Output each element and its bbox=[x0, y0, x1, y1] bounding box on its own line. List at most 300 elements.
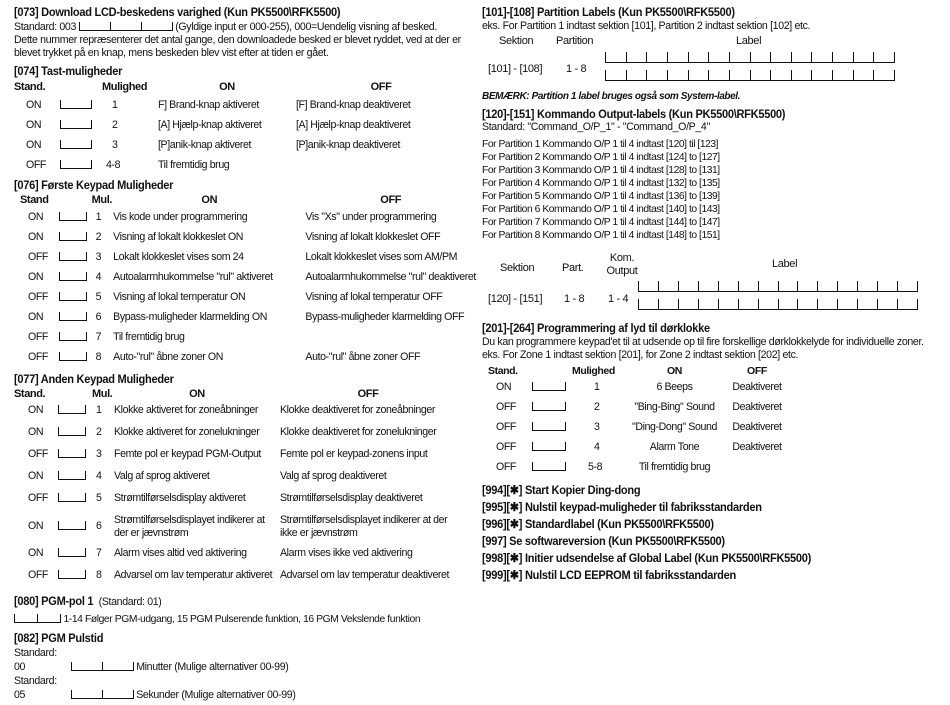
input-box[interactable] bbox=[58, 493, 86, 502]
command-996: [996][✱] Standardlabel (Kun PK5500\RFK5500) bbox=[482, 517, 714, 531]
table-row bbox=[14, 267, 476, 287]
command-997: [997] Se softwareversion (Kun PK5500\RFK5500) bbox=[482, 534, 725, 548]
input-box[interactable] bbox=[14, 614, 38, 623]
sektion-range: [101] - [108] bbox=[488, 63, 543, 75]
char-tick bbox=[853, 52, 854, 62]
option-number: 6 bbox=[96, 520, 102, 532]
header-off: OFF bbox=[370, 81, 392, 93]
on-text: Strømtilførselsdisplayet indikerer at der er jævnstrøm bbox=[114, 514, 265, 539]
list-item: For Partition 3 Kommando O/P 1 til 4 indtast [128] to [131] bbox=[482, 165, 720, 176]
on-text: Lokalt klokkeslet vises som 24 bbox=[113, 251, 244, 263]
section-080 bbox=[14, 592, 476, 626]
on-text: Advarsel om lav temperatur aktiveret bbox=[114, 569, 273, 581]
header-off: OFF bbox=[747, 365, 767, 377]
option-number: 3 bbox=[594, 421, 600, 433]
char-tick bbox=[791, 70, 792, 80]
char-tick bbox=[797, 281, 798, 291]
options-table bbox=[482, 364, 797, 478]
standard-value: (Standard: 01) bbox=[98, 596, 162, 608]
std-value: ON bbox=[28, 404, 44, 416]
char-tick bbox=[729, 52, 730, 62]
table-row bbox=[14, 401, 456, 423]
header-sektion: Sektion bbox=[499, 35, 534, 47]
char-tick bbox=[667, 70, 668, 80]
input-box[interactable] bbox=[532, 402, 566, 411]
section-076 bbox=[14, 177, 476, 367]
section-title: [073] Download LCD-beskedens varighed (Kun PK5500\RFK5500) bbox=[14, 5, 341, 19]
table-row bbox=[14, 489, 456, 511]
char-tick bbox=[688, 70, 689, 80]
off-text: Advarsel om lav temperatur deaktiveret bbox=[280, 569, 450, 581]
std-value: ON bbox=[26, 99, 42, 111]
char-tick bbox=[897, 281, 898, 291]
section-description: 1-14 Følger PGM-udgang, 15 PGM Pulserende funktion, 16 PGM Vekslende funktion bbox=[63, 614, 421, 625]
input-box[interactable] bbox=[103, 662, 134, 671]
table-row bbox=[14, 566, 456, 588]
char-tick bbox=[917, 299, 918, 309]
table-row bbox=[14, 135, 466, 155]
off-text: Visning af lokalt klokkeslet OFF bbox=[305, 231, 441, 243]
section-074 bbox=[14, 63, 476, 175]
table-row bbox=[14, 95, 466, 115]
char-tick bbox=[638, 299, 639, 309]
input-box[interactable] bbox=[59, 292, 87, 301]
list-item: For Partition 5 Kommando O/P 1 til 4 indtast [136] to [139] bbox=[482, 191, 720, 202]
char-tick bbox=[811, 52, 812, 62]
option-number: 8 bbox=[95, 351, 102, 363]
off-text: Deaktiveret bbox=[732, 381, 782, 393]
off-text: Valg af sprog deaktiveret bbox=[280, 470, 387, 482]
char-tick bbox=[678, 281, 679, 291]
table-row bbox=[482, 398, 797, 418]
options-table bbox=[14, 387, 456, 588]
std-value: OFF bbox=[28, 351, 48, 363]
note-text: BEMÆRK: Partition 1 label bruges også som System-label. bbox=[482, 91, 741, 102]
char-tick bbox=[791, 52, 792, 62]
std-value: OFF bbox=[28, 492, 48, 504]
char-tick bbox=[708, 52, 709, 62]
on-text: Vis kode under programmering bbox=[113, 211, 248, 223]
left-column bbox=[14, 0, 476, 702]
input-box[interactable] bbox=[111, 22, 142, 31]
on-text: Auto-"rul" åbne zoner ON bbox=[113, 351, 223, 363]
char-tick bbox=[738, 281, 739, 291]
range-text: (Gyldige input er 000-255), 000=Uendelig visning af besked. bbox=[175, 21, 437, 33]
table-row bbox=[14, 327, 476, 347]
section-title: [082] PGM Pulstid bbox=[14, 631, 104, 645]
std-value: ON bbox=[26, 119, 42, 131]
char-tick bbox=[873, 70, 874, 80]
option-number: 5 bbox=[96, 492, 102, 504]
off-text: Strømtilførselsdisplayet indikerer at der ikke er jævnstrøm bbox=[280, 514, 448, 539]
off-text: Deaktiveret bbox=[732, 421, 782, 433]
char-tick bbox=[658, 299, 659, 309]
on-text: Til fremtidig brug bbox=[158, 159, 230, 171]
table-row bbox=[14, 307, 476, 327]
option-number: 2 bbox=[112, 119, 118, 131]
on-text: Femte pol er keypad PGM-Output bbox=[114, 448, 261, 460]
char-tick bbox=[667, 52, 668, 62]
section-title: [080] PGM-pol 1 bbox=[14, 594, 94, 608]
off-text: Auto-"rul" åbne zoner OFF bbox=[305, 351, 421, 363]
char-tick bbox=[778, 299, 779, 309]
section-082 bbox=[14, 630, 476, 702]
label-input-row-2[interactable] bbox=[638, 296, 918, 310]
input-box[interactable] bbox=[142, 22, 173, 31]
table-row bbox=[14, 467, 456, 489]
section-201-264 bbox=[482, 320, 942, 478]
header-std: Stand. bbox=[14, 81, 46, 93]
right-column bbox=[482, 0, 942, 584]
option-number: 4 bbox=[594, 441, 600, 453]
char-tick bbox=[770, 70, 771, 80]
table-row bbox=[14, 207, 476, 227]
off-text: Autoalarmhukommelse "rul" deaktiveret bbox=[305, 271, 476, 283]
char-tick bbox=[708, 70, 709, 80]
std-value: OFF bbox=[496, 401, 516, 413]
header-part: Part. bbox=[562, 262, 584, 274]
on-text: Alarm vises altid ved aktivering bbox=[114, 547, 247, 559]
on-text: F] Brand-knap aktiveret bbox=[158, 99, 259, 111]
input-box[interactable] bbox=[60, 120, 92, 129]
off-text bbox=[305, 327, 476, 347]
char-tick bbox=[797, 299, 798, 309]
header-option: Mul. bbox=[91, 194, 113, 206]
char-tick bbox=[897, 299, 898, 309]
std-value: ON bbox=[28, 231, 44, 243]
input-box[interactable] bbox=[58, 405, 86, 414]
input-box[interactable] bbox=[60, 160, 92, 169]
header-off: OFF bbox=[380, 194, 402, 206]
header-partition: Partition bbox=[556, 35, 594, 47]
table-row bbox=[14, 115, 466, 135]
input-box[interactable] bbox=[103, 690, 134, 699]
on-text: [P]anik-knap aktiveret bbox=[158, 139, 252, 151]
on-text: Til fremtidig brug bbox=[638, 461, 711, 473]
list-item: For Partition 7 Kommando O/P 1 til 4 indtast [144] to [147] bbox=[482, 217, 720, 228]
section-description: Dette nummer repræsenterer det antal gange, den downloadede besked er blevet ryddet, ved at der er blevet trykket på en knap, mens beskeden blev vist efter at tiden er gået. bbox=[14, 34, 461, 59]
table-row bbox=[14, 445, 456, 467]
std-value: OFF bbox=[28, 569, 48, 581]
char-tick bbox=[718, 299, 719, 309]
output-range: 1 - 4 bbox=[608, 293, 629, 305]
header-option: Mulighed bbox=[572, 365, 615, 377]
std-value: ON bbox=[28, 470, 44, 482]
header-option: Mul. bbox=[92, 388, 113, 400]
input-box[interactable] bbox=[79, 22, 111, 31]
on-text: Autoalarmhukommelse "rul" aktiveret bbox=[113, 271, 273, 283]
table-row bbox=[14, 227, 476, 247]
header-label: Label bbox=[772, 258, 798, 270]
std-value: ON bbox=[496, 381, 512, 393]
char-tick bbox=[837, 299, 838, 309]
char-tick bbox=[832, 70, 833, 80]
options-table bbox=[14, 193, 476, 367]
std-value: OFF bbox=[28, 448, 48, 460]
minutes-text: Minutter (Mulige alternativer 00-99) bbox=[136, 661, 289, 673]
input-box[interactable] bbox=[532, 382, 566, 391]
std-value: ON bbox=[28, 271, 44, 283]
char-tick bbox=[811, 70, 812, 80]
input-box[interactable] bbox=[59, 212, 87, 221]
option-number: 2 bbox=[96, 426, 102, 438]
header-off: OFF bbox=[357, 388, 379, 400]
header-sektion: Sektion bbox=[500, 262, 535, 274]
option-number: 4-8 bbox=[106, 159, 121, 171]
off-text bbox=[717, 458, 797, 478]
label-input-row-1[interactable] bbox=[605, 49, 895, 63]
option-number: 7 bbox=[96, 547, 102, 559]
input-box[interactable] bbox=[59, 252, 87, 261]
section-title: [076] Første Keypad Muligheder bbox=[14, 178, 174, 192]
option-number: 5 bbox=[95, 291, 102, 303]
std-value: OFF bbox=[28, 291, 48, 303]
section-title: [120]-[151] Kommando Output-labels (Kun PK5500\RFK5500) bbox=[482, 107, 786, 121]
input-box[interactable] bbox=[58, 471, 86, 480]
on-text: 6 Beeps bbox=[656, 381, 693, 393]
char-tick bbox=[750, 52, 751, 62]
input-box[interactable] bbox=[58, 449, 86, 458]
on-text: Visning af lokal temperatur ON bbox=[113, 291, 246, 303]
standard-value: Standard: 05 bbox=[14, 675, 57, 701]
std-value: OFF bbox=[496, 441, 516, 453]
off-text: Bypass-muligheder klarmelding OFF bbox=[305, 311, 465, 323]
header-std: Stand. bbox=[488, 365, 518, 377]
table-row bbox=[14, 511, 456, 544]
section-description: Du kan programmere keypad'et til at udsende op til fire forskellige dørklokkelyde for individuelle zoner. eks. For Zone 1 indtast sektion [201], for Zone 2 indtast sektion [202] etc. bbox=[482, 336, 924, 361]
char-tick bbox=[626, 52, 627, 62]
char-tick bbox=[894, 70, 895, 80]
option-number: 7 bbox=[95, 331, 102, 343]
option-number: 4 bbox=[96, 470, 102, 482]
std-value: OFF bbox=[26, 159, 46, 171]
on-text: Bypass-muligheder klarmelding ON bbox=[113, 311, 267, 323]
char-tick bbox=[646, 52, 647, 62]
char-tick bbox=[770, 52, 771, 62]
input-box[interactable] bbox=[60, 100, 92, 109]
command-999: [999][✱] Nulstil LCD EEPROM til fabriksstandarden bbox=[482, 568, 736, 582]
char-tick bbox=[817, 281, 818, 291]
option-number: 6 bbox=[95, 311, 102, 323]
option-number: 2 bbox=[95, 231, 102, 243]
off-text: Vis "Xs" under programmering bbox=[305, 211, 437, 223]
input-box[interactable] bbox=[58, 570, 86, 579]
section-title: [101]-[108] Partition Labels (Kun PK5500\RFK5500) bbox=[482, 5, 735, 19]
off-text: Lokalt klokkeslet vises som AM/PM bbox=[305, 251, 458, 263]
char-tick bbox=[718, 281, 719, 291]
input-box[interactable] bbox=[59, 232, 87, 241]
option-number: 2 bbox=[594, 401, 600, 413]
table-row bbox=[14, 155, 466, 175]
header-label: Label bbox=[736, 35, 762, 47]
input-box[interactable] bbox=[59, 272, 87, 281]
input-box[interactable] bbox=[71, 662, 103, 671]
char-tick bbox=[750, 70, 751, 80]
partition-list bbox=[482, 138, 942, 242]
command-995: [995][✱] Nulstil keypad-muligheder til fabriksstandarden bbox=[482, 500, 762, 514]
list-item: For Partition 4 Kommando O/P 1 til 4 indtast [132] to [135] bbox=[482, 178, 720, 189]
section-title: [201]-[264] Programmering af lyd til dørklokke bbox=[482, 321, 710, 335]
char-tick bbox=[894, 52, 895, 62]
char-tick bbox=[698, 299, 699, 309]
section-120-151 bbox=[482, 106, 942, 320]
char-tick bbox=[832, 52, 833, 62]
char-tick bbox=[877, 299, 878, 309]
on-text: Valg af sprog aktiveret bbox=[114, 470, 210, 482]
char-tick bbox=[698, 281, 699, 291]
char-tick bbox=[817, 299, 818, 309]
option-number: 5-8 bbox=[588, 461, 603, 473]
std-value: ON bbox=[28, 311, 44, 323]
option-number: 8 bbox=[96, 569, 102, 581]
standard-value: Standard: 00 bbox=[14, 647, 57, 673]
off-text: Femte pol er keypad-zonens input bbox=[280, 448, 428, 460]
section-title: [077] Anden Keypad Muligheder bbox=[14, 372, 174, 386]
input-box[interactable] bbox=[58, 521, 86, 530]
table-row bbox=[14, 287, 476, 307]
input-box[interactable] bbox=[532, 462, 566, 471]
table-row bbox=[14, 347, 476, 367]
char-tick bbox=[857, 299, 858, 309]
char-tick bbox=[678, 299, 679, 309]
table-row bbox=[482, 458, 797, 478]
input-box[interactable] bbox=[38, 614, 61, 623]
partition-range: 1 - 8 bbox=[566, 63, 587, 75]
header-std: Stand bbox=[20, 194, 49, 206]
section-101-108 bbox=[482, 4, 942, 102]
input-box[interactable] bbox=[532, 442, 566, 451]
off-text: Deaktiveret bbox=[732, 441, 782, 453]
char-tick bbox=[758, 281, 759, 291]
header-on: ON bbox=[189, 388, 205, 400]
std-value: OFF bbox=[496, 461, 516, 473]
option-number: 4 bbox=[95, 271, 102, 283]
label-input-row-2[interactable] bbox=[605, 67, 895, 81]
header-kom-output: Kom. Output bbox=[606, 252, 638, 277]
standard-value: Standard: "Command_O/P_1" - "Command_O/P_4" bbox=[482, 121, 710, 133]
char-tick bbox=[853, 70, 854, 80]
option-number: 3 bbox=[95, 251, 102, 263]
char-tick bbox=[877, 281, 878, 291]
std-value: ON bbox=[28, 426, 44, 438]
on-text: [A] Hjælp-knap aktiveret bbox=[158, 119, 262, 131]
input-box[interactable] bbox=[59, 312, 87, 321]
char-tick bbox=[873, 52, 874, 62]
label-input-row-1[interactable] bbox=[638, 278, 918, 292]
table-row bbox=[482, 378, 797, 398]
part-range: 1 - 8 bbox=[564, 293, 585, 305]
char-tick bbox=[646, 70, 647, 80]
on-text: Visning af lokalt klokkeslet ON bbox=[113, 231, 244, 243]
section-description: eks. For Partition 1 indtast sektion [101], Partition 2 indtast sektion [102] etc. bbox=[482, 20, 811, 32]
input-box[interactable] bbox=[58, 548, 86, 557]
list-item: For Partition 2 Kommando O/P 1 til 4 indtast [124] to [127] bbox=[482, 152, 720, 163]
input-box[interactable] bbox=[60, 140, 92, 149]
char-tick bbox=[729, 70, 730, 80]
off-text: Visning af lokal temperatur OFF bbox=[305, 291, 443, 303]
list-item: For Partition 1 Kommando O/P 1 til 4 indtast [120] til [123] bbox=[482, 139, 719, 150]
char-tick bbox=[738, 299, 739, 309]
input-box[interactable] bbox=[71, 690, 103, 699]
section-077 bbox=[14, 371, 476, 588]
option-number: 1 bbox=[96, 404, 102, 416]
header-std: Stand. bbox=[14, 388, 46, 400]
table-row bbox=[482, 418, 797, 438]
char-tick bbox=[626, 70, 627, 80]
input-box[interactable] bbox=[532, 422, 566, 431]
on-text: Klokke aktiveret for zoneåbninger bbox=[114, 404, 259, 416]
char-tick bbox=[688, 52, 689, 62]
option-number: 1 bbox=[95, 211, 102, 223]
std-value: OFF bbox=[28, 331, 48, 343]
char-tick bbox=[917, 281, 918, 291]
table-row bbox=[14, 544, 456, 566]
std-value: ON bbox=[26, 139, 42, 151]
header-on: ON bbox=[219, 81, 235, 93]
on-text: Alarm Tone bbox=[649, 441, 700, 453]
header-on: ON bbox=[201, 194, 218, 206]
sektion-range: [120] - [151] bbox=[488, 293, 543, 305]
char-tick bbox=[638, 281, 639, 291]
section-073 bbox=[14, 4, 476, 60]
std-value: ON bbox=[28, 547, 44, 559]
input-box[interactable] bbox=[58, 427, 86, 436]
off-text: Klokke deaktiveret for zoneåbninger bbox=[280, 404, 436, 416]
char-tick bbox=[605, 52, 606, 62]
char-tick bbox=[758, 299, 759, 309]
table-row bbox=[482, 438, 797, 458]
off-text: [A] Hjælp-knap deaktiveret bbox=[296, 119, 411, 131]
option-number: 1 bbox=[112, 99, 118, 111]
on-text: Klokke aktiveret for zonelukninger bbox=[114, 426, 260, 438]
std-value: OFF bbox=[28, 251, 48, 263]
on-text: "Bing-Bing" Sound bbox=[634, 401, 715, 413]
option-number: 3 bbox=[96, 448, 102, 460]
header-on: ON bbox=[667, 365, 682, 377]
off-text: [F] Brand-knap deaktiveret bbox=[296, 99, 411, 111]
seconds-text: Sekunder (Mulige alternativer 00-99) bbox=[136, 689, 296, 701]
misc-commands bbox=[482, 482, 942, 584]
table-row bbox=[14, 423, 456, 445]
option-number: 1 bbox=[594, 381, 600, 393]
header-option: Mulighed bbox=[102, 81, 148, 93]
on-text: Til fremtidig brug bbox=[113, 331, 185, 343]
table-row bbox=[14, 247, 476, 267]
char-tick bbox=[605, 70, 606, 80]
std-value: ON bbox=[28, 520, 44, 532]
std-value: OFF bbox=[496, 421, 516, 433]
std-value: ON bbox=[28, 211, 44, 223]
off-text: Klokke deaktiveret for zonelukninger bbox=[280, 426, 437, 438]
off-text: [P]anik-knap deaktiveret bbox=[296, 139, 401, 151]
off-text bbox=[296, 155, 466, 175]
off-text: Alarm vises ikke ved aktivering bbox=[280, 547, 413, 559]
standard-value: Standard: 003 bbox=[14, 21, 77, 33]
char-tick bbox=[837, 281, 838, 291]
on-text: "Ding-Dong" Sound bbox=[632, 421, 717, 433]
section-title: [074] Tast-muligheder bbox=[14, 64, 123, 78]
input-box[interactable] bbox=[59, 352, 87, 361]
command-998: [998][✱] Initier udsendelse af Global Label (Kun PK5500\RFK5500) bbox=[482, 551, 812, 565]
option-number: 3 bbox=[112, 139, 118, 151]
list-item: For Partition 8 Kommando O/P 1 til 4 indtast [148] to [151] bbox=[482, 230, 720, 241]
char-tick bbox=[658, 281, 659, 291]
off-text: Deaktiveret bbox=[732, 401, 782, 413]
list-item: For Partition 6 Kommando O/P 1 til 4 indtast [140] to [143] bbox=[482, 204, 720, 215]
char-tick bbox=[857, 281, 858, 291]
input-box[interactable] bbox=[59, 332, 87, 341]
command-994: [994][✱] Start Kopier Ding-dong bbox=[482, 483, 641, 497]
